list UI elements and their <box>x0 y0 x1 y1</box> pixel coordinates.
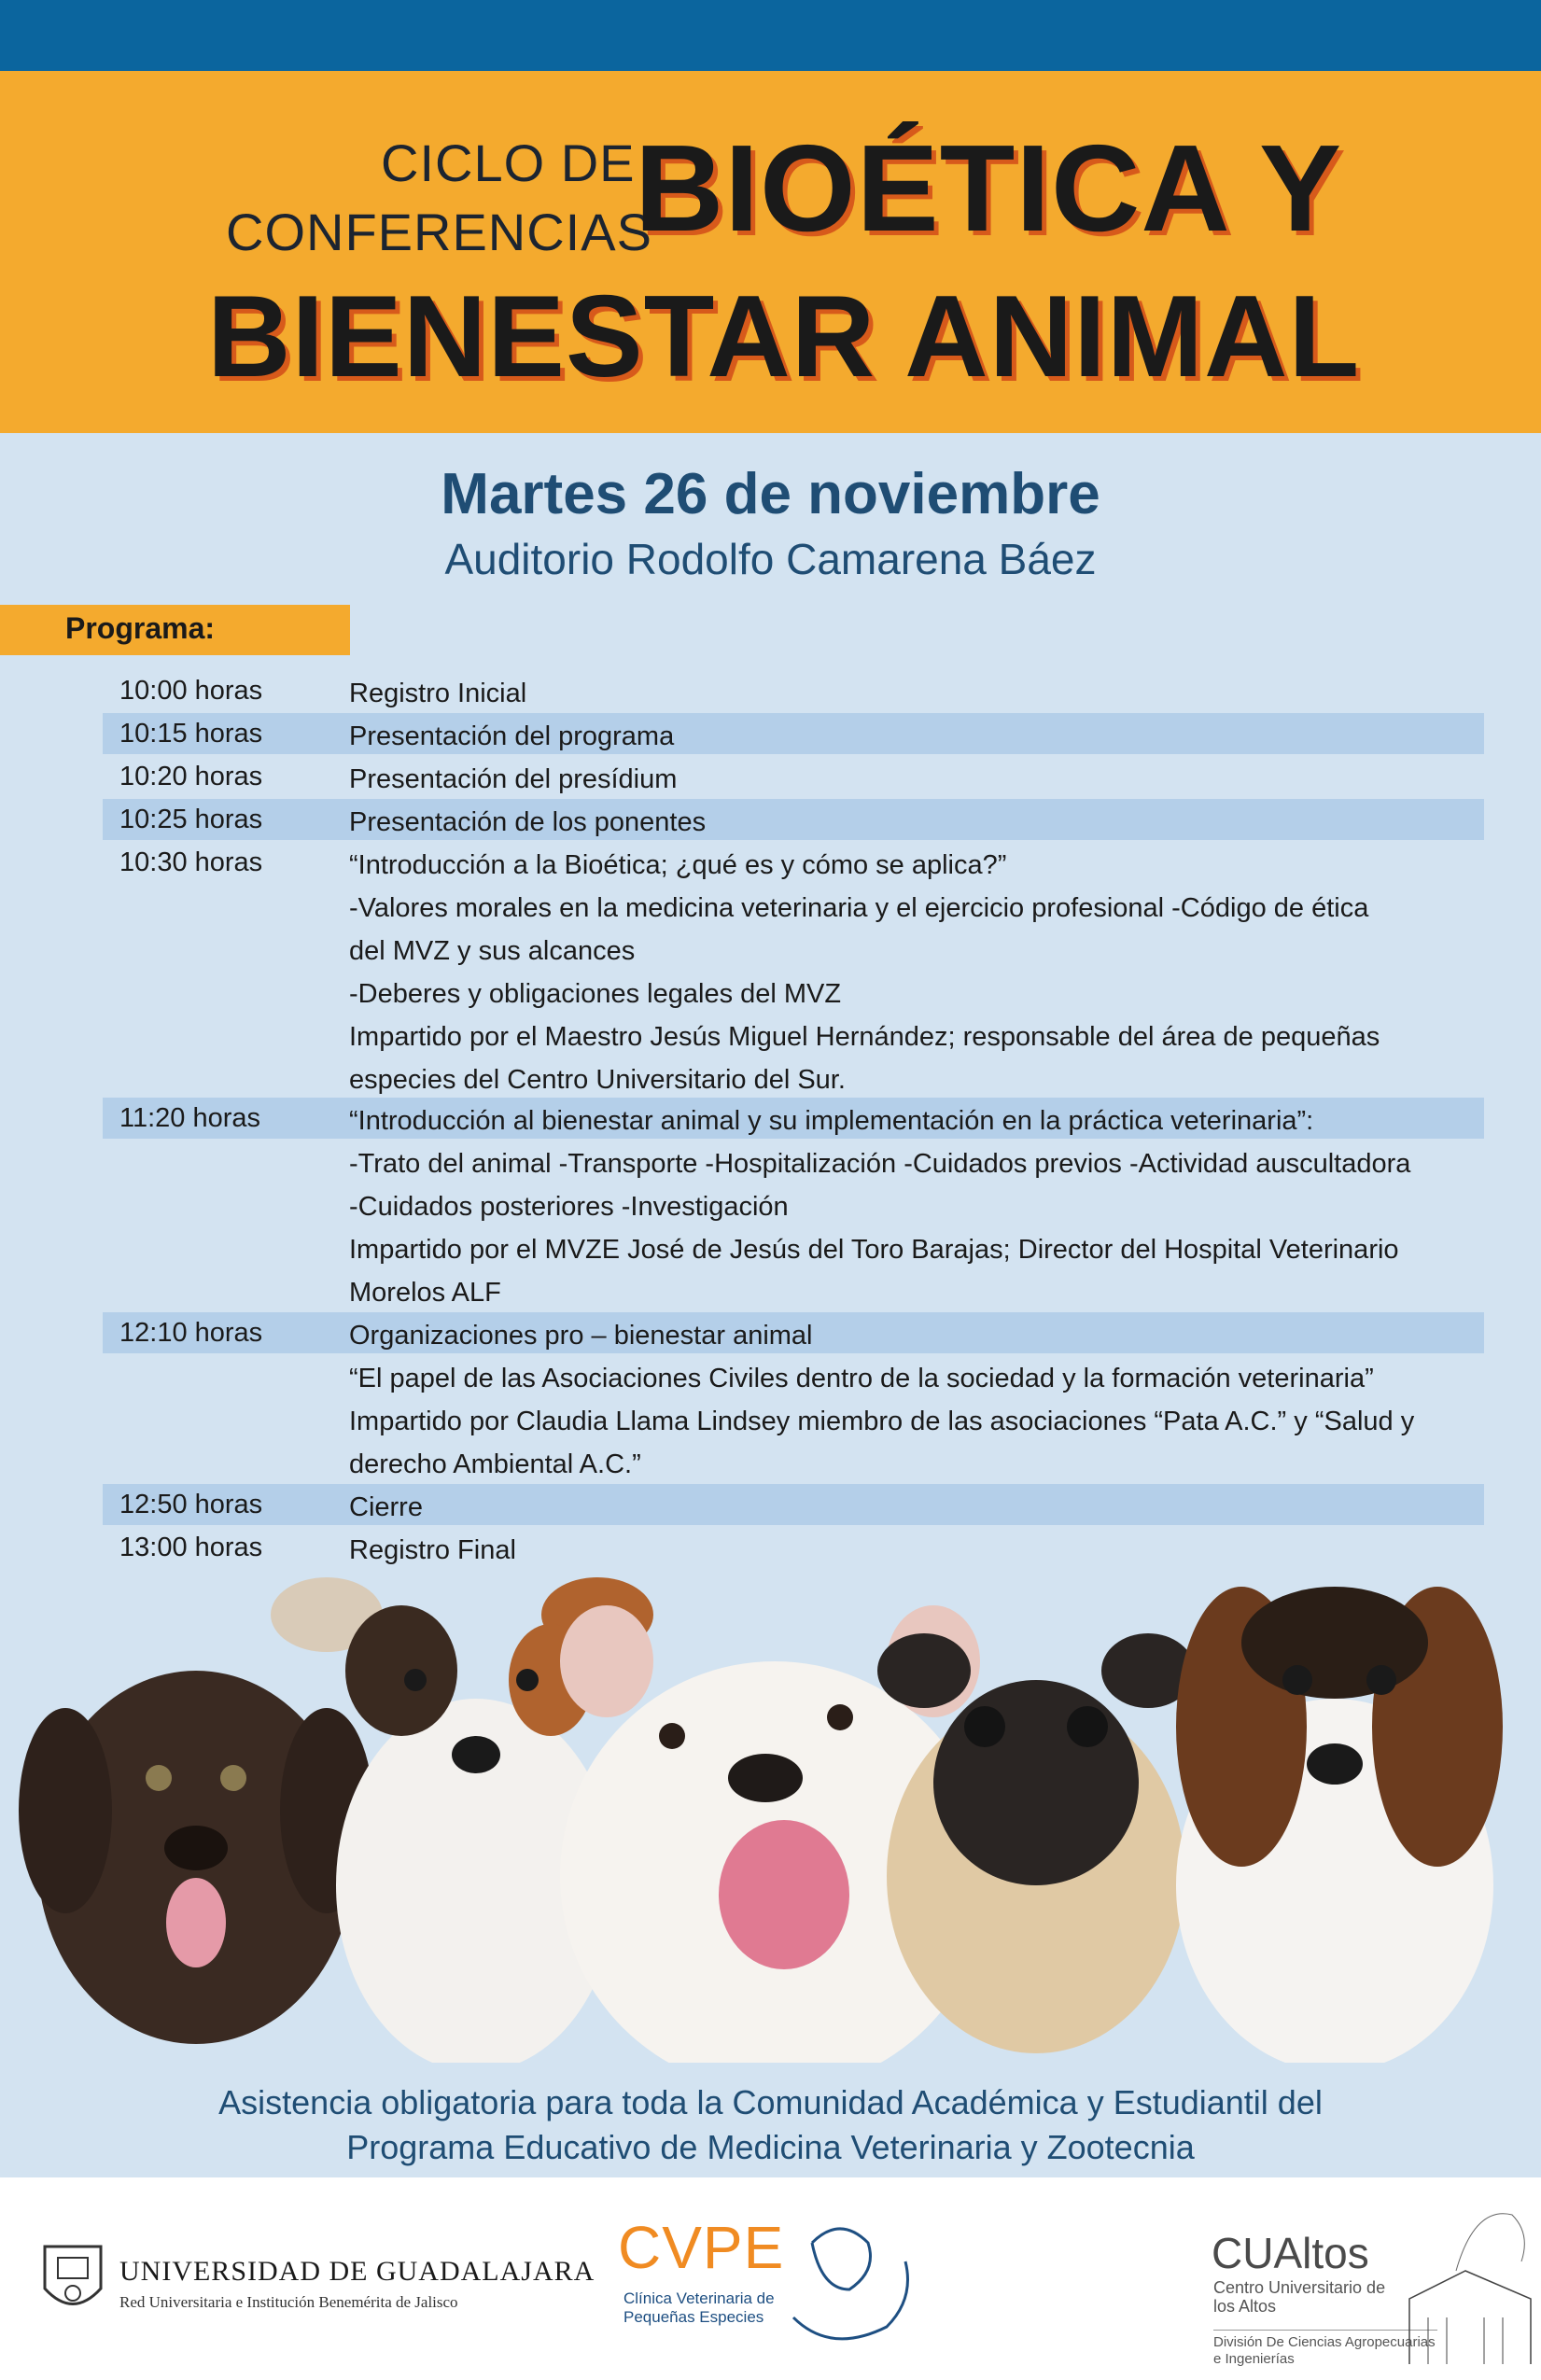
puppies-illustration <box>0 1577 1541 2063</box>
schedule-time: 12:10 horas <box>119 1318 263 1348</box>
schedule-description <box>349 1099 1488 1314</box>
schedule-line: “El papel de las Asociaciones Civiles dentro de la sociedad y la formación veterinaria” <box>349 1364 1374 1393</box>
attendance-note-line2: Programa Educativo de Medicina Veterinaria y Zootecnia <box>346 2128 1195 2166</box>
cvpe-logo-text: CVPE <box>618 2214 785 2281</box>
schedule-description <box>349 844 1488 1101</box>
schedule-line: -Deberes y obligaciones legales del MVZ <box>349 979 842 1009</box>
schedule-description <box>349 1314 1488 1486</box>
schedule-row-content <box>103 1098 1484 1316</box>
schedule-description <box>349 715 1488 758</box>
schedule-time: 12:50 horas <box>119 1490 263 1519</box>
event-venue: Auditorio Rodolfo Camarena Báez <box>444 535 1097 583</box>
schedule-line: Presentación del presídium <box>349 764 678 794</box>
schedule-time: 10:25 horas <box>119 805 263 834</box>
schedule-description <box>349 672 1488 715</box>
schedule-line: “Introducción al bienestar animal y su implementación en la práctica veterinaria”: <box>349 1106 1314 1136</box>
schedule-line: Morelos ALF <box>349 1278 501 1308</box>
schedule-line: especies del Centro Universitario del Sur. <box>349 1065 846 1095</box>
schedule-line: Registro Inicial <box>349 679 527 708</box>
schedule-line: -Cuidados posteriores -Investigación <box>349 1192 789 1222</box>
udg-subtitle: Red Universitaria e Institución Benemérita de Jalisco <box>119 2293 458 2311</box>
schedule-line: derecho Ambiental A.C.” <box>349 1449 641 1479</box>
labrador-puppy-icon <box>19 1671 373 2044</box>
schedule-line: Impartido por el Maestro Jesús Miguel Hernández; responsable del área de pequeñas <box>349 1022 1380 1052</box>
series-label-line2: CONFERENCIAS <box>226 203 652 261</box>
program-tab <box>0 605 350 655</box>
schedule-time: 13:00 horas <box>119 1533 263 1562</box>
title-line1: BIOÉTICA Y <box>635 119 1343 257</box>
schedule-row <box>103 1484 1484 1525</box>
cvpe-subtitle: Clínica Veterinaria de Pequeñas Especies <box>623 2289 775 2326</box>
schedule-line: Presentación del programa <box>349 721 675 751</box>
udg-name: UNIVERSIDAD DE GUADALAJARA <box>119 2256 595 2287</box>
building-sketch-icon <box>1400 2187 1535 2373</box>
schedule-line: Organizaciones pro – bienestar animal <box>349 1321 813 1351</box>
schedule-line: -Trato del animal -Transporte -Hospitalización -Cuidados previos -Actividad auscultadora <box>349 1149 1411 1179</box>
schedule-row <box>103 799 1484 840</box>
attendance-note-line1: Asistencia obligatoria para toda la Comunidad Académica y Estudiantil del <box>218 2083 1323 2121</box>
pug-puppy-icon <box>877 1633 1195 2053</box>
cualtos-subtitle: Centro Universitario de los Altos <box>1213 2278 1386 2316</box>
schedule-line: Cierre <box>349 1492 423 1522</box>
schedule-description <box>349 758 1488 801</box>
schedule-description <box>349 1529 1488 1572</box>
schedule-time: 10:30 horas <box>119 847 263 877</box>
schedule-line: Impartido por el MVZE José de Jesús del Toro Barajas; Director del Hospital Veterinario <box>349 1235 1399 1265</box>
schedule-line: -Valores morales en la medicina veterinaria y el ejercicio profesional -Código de ética <box>349 893 1369 923</box>
logos-strip <box>0 2177 1541 2380</box>
schedule-line: Registro Final <box>349 1535 516 1565</box>
schedule-line: Impartido por Claudia Llama Lindsey miembro de las asociaciones “Pata A.C.” y “Salud y <box>349 1407 1415 1436</box>
schedule-row-content <box>103 1312 1484 1488</box>
cualtos-division: División De Ciencias Agropecuarias e Ingenierías <box>1213 2330 1437 2368</box>
schedule-description <box>349 1486 1488 1529</box>
cualtos-logo-text: CUAltos <box>1212 2229 1369 2277</box>
schedule-row <box>103 756 1484 797</box>
schedule-time: 10:20 horas <box>119 762 263 791</box>
schedule-description <box>349 801 1488 844</box>
schedule-row <box>103 670 1484 711</box>
series-label-line1: CICLO DE <box>381 133 636 192</box>
header-banner <box>0 71 1541 433</box>
schedule-row <box>103 1527 1484 1568</box>
schedule-row <box>103 842 1484 1099</box>
schedule-line: del MVZ y sus alcances <box>349 936 636 966</box>
schedule-time: 11:20 horas <box>119 1103 261 1133</box>
event-date: Martes 26 de noviembre <box>441 462 1100 526</box>
program-label: Programa: <box>65 611 216 645</box>
title-line2: BIENESTAR ANIMAL <box>207 273 1361 401</box>
schedule-line: Presentación de los ponentes <box>349 807 707 837</box>
beagle-puppy-icon <box>1176 1587 1503 2063</box>
schedule-line: “Introducción a la Bioética; ¿qué es y cómo se aplica?” <box>349 850 1007 880</box>
schedule-time: 10:00 horas <box>119 676 263 706</box>
top-bar <box>0 0 1541 71</box>
schedule-time: 10:15 horas <box>119 719 263 749</box>
pets-outline-icon <box>775 2205 924 2355</box>
udg-crest-icon <box>39 2237 106 2321</box>
schedule-row <box>103 713 1484 754</box>
